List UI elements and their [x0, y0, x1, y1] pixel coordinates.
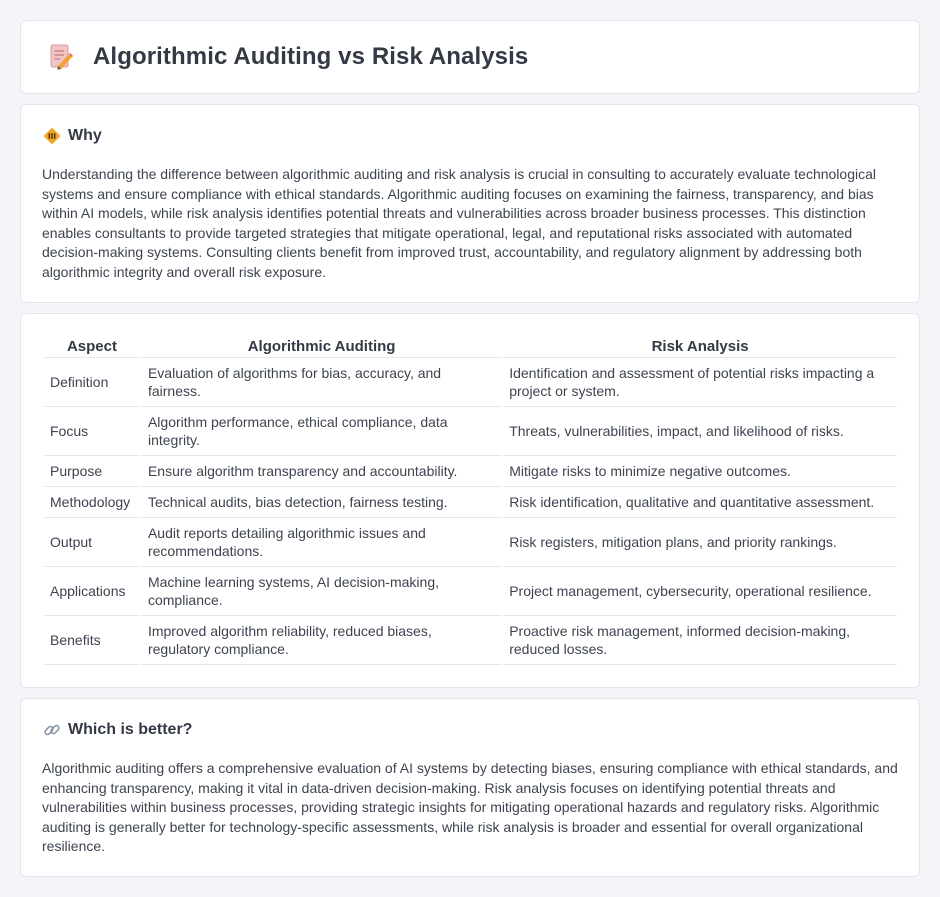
row-algorithmic-auditing: Technical audits, bias detection, fairness testing.	[142, 487, 501, 518]
row-aspect: Output	[44, 518, 140, 567]
why-heading: Why	[68, 127, 102, 144]
header-card	[20, 20, 920, 94]
row-algorithmic-auditing: Audit reports detailing algorithmic issues and recommendations.	[142, 518, 501, 567]
row-risk-analysis: Risk identification, qualitative and quantitative assessment.	[503, 487, 897, 518]
table-row	[44, 456, 897, 487]
comparison-section	[20, 313, 920, 688]
row-algorithmic-auditing: Improved algorithm reliability, reduced biases, regulatory compliance.	[142, 616, 501, 665]
row-risk-analysis: Mitigate risks to minimize negative outcomes.	[503, 456, 897, 487]
better-heading-row	[43, 721, 192, 739]
better-heading: Which is better?	[68, 721, 193, 738]
header-algorithmic-auditing: Algorithmic Auditing	[142, 336, 501, 358]
why-section	[20, 104, 920, 303]
row-aspect: Purpose	[44, 456, 140, 487]
comparison-table	[42, 336, 899, 665]
row-aspect: Methodology	[44, 487, 140, 518]
row-risk-analysis: Risk registers, mitigation plans, and priority rankings.	[503, 518, 897, 567]
table-row	[44, 407, 897, 456]
row-risk-analysis: Threats, vulnerabilities, impact, and likelihood of risks.	[503, 407, 897, 456]
row-algorithmic-auditing: Evaluation of algorithms for bias, accuracy, and fairness.	[142, 358, 501, 407]
title-row	[48, 43, 528, 71]
diamond-sign-icon	[43, 127, 61, 145]
link-icon	[43, 721, 61, 739]
page-title: Algorithmic Auditing vs Risk Analysis	[93, 43, 529, 70]
why-paragraph: Understanding the difference between algorithmic auditing and risk analysis is crucial in consulting to accurately evaluate technological systems and ensure compliance with ethical standards. Algorithmic auditing focuses on examining the fairness, transparency, and bias within AI models, while risk analysis identifies potential threats and vulnerabilities across broader business processes. This distinction enables consultants to provide targeted strategies that mitigate operational, legal, and reputational risks associated with automated decision-making systems. Consulting clients benefit from improved trust, accountability, and regulatory alignment by addressing both algorithmic integrity and overall risk exposure.	[42, 166, 876, 280]
row-risk-analysis: Project management, cybersecurity, operational resilience.	[503, 567, 897, 616]
row-algorithmic-auditing: Ensure algorithm transparency and accountability.	[142, 456, 501, 487]
document-pencil-icon	[48, 43, 74, 71]
which-is-better-section	[20, 698, 920, 877]
table-row	[44, 358, 897, 407]
table-header-row	[44, 336, 897, 358]
table-row	[44, 567, 897, 616]
row-aspect: Benefits	[44, 616, 140, 665]
row-risk-analysis: Proactive risk management, informed decision-making, reduced losses.	[503, 616, 897, 665]
table-row	[44, 616, 897, 665]
row-aspect: Focus	[44, 407, 140, 456]
header-aspect: Aspect	[44, 336, 140, 358]
better-paragraph: Algorithmic auditing offers a comprehensive evaluation of AI systems by detecting biases, ensuring compliance with ethical standards, and enhancing transparency, making it vital in data-driven decision-making. Risk analysis focuses on identifying potential threats and vulnerabilities within business processes, providing strategic insights for mitigating operational hazards and regulatory risks. Algorithmic auditing is generally better for technology-specific assessments, while risk analysis is broader and essential for overall organizational resilience.	[42, 760, 898, 854]
why-heading-row	[43, 127, 102, 145]
row-aspect: Definition	[44, 358, 140, 407]
table-row	[44, 518, 897, 567]
row-algorithmic-auditing: Machine learning systems, AI decision-making, compliance.	[142, 567, 501, 616]
table-row	[44, 487, 897, 518]
row-risk-analysis: Identification and assessment of potential risks impacting a project or system.	[503, 358, 897, 407]
row-algorithmic-auditing: Algorithm performance, ethical compliance, data integrity.	[142, 407, 501, 456]
header-risk-analysis: Risk Analysis	[503, 336, 897, 358]
row-aspect: Applications	[44, 567, 140, 616]
